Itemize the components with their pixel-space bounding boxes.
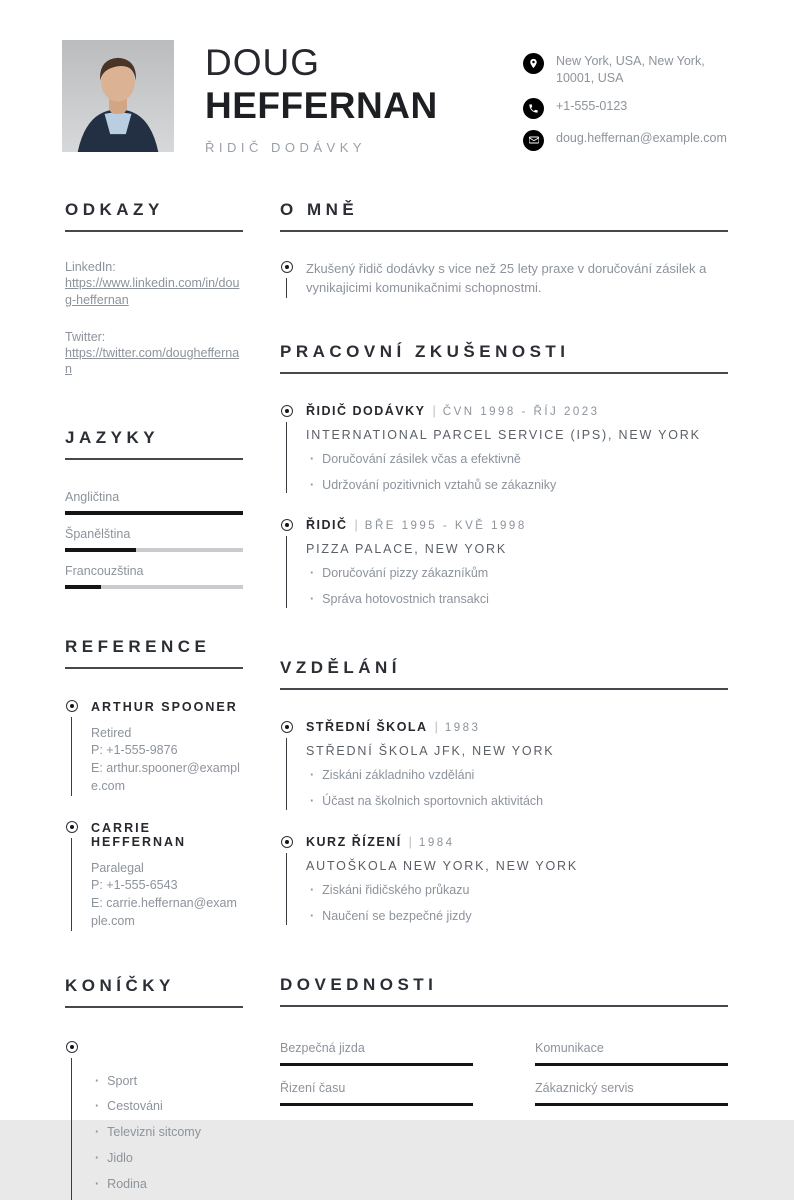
section-languages bbox=[65, 428, 243, 589]
skill-label: Řizení času bbox=[280, 1080, 346, 1095]
reference-role: Paralegal bbox=[91, 860, 144, 875]
separator: | bbox=[354, 518, 358, 533]
link-item-linkedin bbox=[65, 259, 243, 308]
skill-bar bbox=[535, 1063, 728, 1066]
skill-label: Komunikace bbox=[535, 1040, 604, 1055]
separator: | bbox=[432, 403, 436, 418]
skill-item bbox=[280, 1081, 473, 1106]
section-experience bbox=[280, 342, 728, 609]
job-bullet: · Udržování pozitivnich vztahů se zákazniky bbox=[306, 477, 701, 494]
contact-location-text: New York, USA, New York, 10001, USA bbox=[556, 54, 705, 85]
last-name: HEFFERNAN bbox=[205, 84, 438, 126]
links-section-title: ODKAZY bbox=[65, 200, 243, 232]
first-name: DOUG bbox=[205, 42, 320, 83]
section-links bbox=[65, 200, 243, 378]
about-section-title: O MNĚ bbox=[280, 200, 728, 232]
timeline-bullet-icon bbox=[281, 405, 293, 417]
language-bar-track bbox=[65, 511, 243, 515]
skill-bar bbox=[535, 1103, 728, 1106]
section-skills bbox=[280, 975, 728, 1106]
hobby-item: · Jidlo bbox=[91, 1150, 201, 1167]
timeline-rail bbox=[280, 404, 293, 494]
contact-email bbox=[523, 130, 730, 151]
language-name: Španělština bbox=[65, 526, 131, 541]
section-education bbox=[280, 658, 728, 925]
job-bullet: · Doručování pizzy zákazníkům bbox=[306, 565, 527, 582]
education-entry bbox=[280, 720, 728, 810]
job-dates: BŘE 1995 - KVĚ 1998 bbox=[364, 520, 527, 533]
profile-photo-illustration bbox=[62, 40, 174, 152]
timeline-line bbox=[71, 717, 73, 796]
timeline-rail bbox=[280, 518, 293, 608]
job-bullet: · Doručování zásilek včas a efektivně bbox=[306, 451, 701, 468]
contact-phone-text: +1-555-0123 bbox=[556, 98, 628, 113]
language-bar-fill bbox=[65, 548, 136, 552]
education-bullet: · Ziskáni základniho vzděláni bbox=[306, 767, 554, 784]
contact-email-text: doug.heffernan@example.com bbox=[556, 130, 727, 145]
contact-phone bbox=[523, 98, 730, 119]
skill-bar bbox=[280, 1103, 473, 1106]
twitter-link[interactable]: https://twitter.com/dougheffernan bbox=[65, 346, 240, 377]
twitter-label: Twitter: bbox=[65, 329, 106, 344]
degree-dates: 1983 bbox=[444, 722, 481, 735]
language-row bbox=[65, 564, 243, 589]
language-row bbox=[65, 490, 243, 515]
language-bar-track bbox=[65, 585, 243, 589]
name-block bbox=[205, 40, 515, 155]
job-title: ŘIDIČ DODÁVKY bbox=[205, 139, 367, 155]
degree-dates: 1984 bbox=[418, 836, 455, 849]
location-icon bbox=[523, 53, 544, 74]
job-role: ŘIDIČ DODÁVKY bbox=[306, 403, 426, 418]
timeline-bullet-icon bbox=[66, 1041, 78, 1053]
contact-block bbox=[523, 40, 730, 151]
skill-bar bbox=[280, 1063, 473, 1066]
avatar bbox=[62, 40, 174, 152]
hobby-item: · Rodina bbox=[91, 1176, 201, 1193]
reference-phone: P: +1-555-6543 bbox=[91, 878, 178, 893]
timeline-line bbox=[71, 838, 73, 931]
education-entry bbox=[280, 835, 728, 925]
timeline-rail bbox=[280, 260, 293, 298]
reference-email: E: arthur.spooner@example.com bbox=[91, 761, 240, 793]
skill-item bbox=[535, 1081, 728, 1106]
reference-name: ARTHUR SPOONER bbox=[91, 699, 238, 714]
section-about bbox=[280, 200, 728, 298]
reference-entry bbox=[65, 699, 243, 796]
hobbies-section-title: KONÍČKY bbox=[65, 976, 243, 1008]
email-icon bbox=[523, 130, 544, 151]
link-item-twitter bbox=[65, 329, 243, 378]
experience-entry bbox=[280, 404, 728, 494]
timeline-line bbox=[286, 738, 288, 810]
reference-role: Retired bbox=[91, 725, 132, 740]
education-bullet: · Naučení se bezpečné jizdy bbox=[306, 908, 578, 925]
language-row bbox=[65, 527, 243, 552]
linkedin-link[interactable]: https://www.linkedin.com/in/doug-heffernan bbox=[65, 276, 240, 307]
timeline-rail bbox=[280, 720, 293, 810]
main-column bbox=[280, 200, 728, 1106]
languages-section-title: JAZYKY bbox=[65, 428, 243, 460]
education-bullet: · Účast na školnich sportovnich aktivitách bbox=[306, 793, 554, 810]
hobby-item: · Sport bbox=[91, 1073, 201, 1090]
language-name: Francouzština bbox=[65, 563, 144, 578]
reference-name: CARRIE HEFFERNAN bbox=[91, 820, 187, 849]
about-entry bbox=[280, 260, 728, 298]
timeline-bullet-icon bbox=[66, 700, 78, 712]
linkedin-label: LinkedIn: bbox=[65, 260, 116, 274]
hobby-item: · Televizni sitcomy bbox=[91, 1124, 201, 1141]
education-bullet: · Ziskáni řidičského průkazu bbox=[306, 882, 578, 899]
skill-label: Zákaznický servis bbox=[535, 1080, 634, 1095]
section-references bbox=[65, 637, 243, 931]
school-name: AUTOŠKOLA NEW YORK, NEW YORK bbox=[306, 858, 578, 873]
job-bullet: · Správa hotovostnich transakci bbox=[306, 591, 527, 608]
header bbox=[62, 40, 730, 155]
timeline-rail bbox=[65, 820, 78, 931]
timeline-line bbox=[286, 422, 288, 494]
timeline-bullet-icon bbox=[66, 821, 78, 833]
timeline-bullet-icon bbox=[281, 261, 293, 273]
timeline-rail bbox=[280, 835, 293, 925]
education-section-title: VZDĚLÁNÍ bbox=[280, 658, 728, 690]
degree-name: KURZ ŘÍZENÍ bbox=[306, 834, 402, 849]
timeline-line bbox=[286, 278, 288, 298]
language-name: Angličtina bbox=[65, 489, 120, 504]
timeline-bullet-icon bbox=[281, 721, 293, 733]
hobbies-entry bbox=[65, 1040, 243, 1200]
timeline-rail bbox=[65, 699, 78, 796]
skill-item bbox=[535, 1041, 728, 1066]
experience-section-title: PRACOVNÍ ZKUŠENOSTI bbox=[280, 342, 728, 374]
job-dates: ČVN 1998 - ŘÍJ 2023 bbox=[442, 405, 600, 418]
phone-icon bbox=[523, 98, 544, 119]
reference-phone: P: +1-555-9876 bbox=[91, 743, 178, 758]
timeline-line bbox=[71, 1058, 73, 1200]
experience-entry bbox=[280, 518, 728, 608]
degree-name: STŘEDNÍ ŠKOLA bbox=[306, 720, 428, 735]
hobby-item: · Cestováni bbox=[91, 1098, 201, 1115]
job-company: PIZZA PALACE, NEW YORK bbox=[306, 542, 507, 557]
sidebar bbox=[65, 200, 243, 1200]
skills-section-title: DOVEDNOSTI bbox=[280, 975, 728, 1007]
timeline-line bbox=[286, 536, 288, 608]
timeline-rail bbox=[65, 1040, 78, 1200]
about-text: Zkušený řidič dodávky s vice než 25 lety praxe v doručování zásilek a vynikajicimi komunikačnimi schopnostmi. bbox=[306, 261, 707, 295]
school-name: STŘEDNÍ ŠKOLA JFK, NEW YORK bbox=[306, 744, 555, 759]
timeline-bullet-icon bbox=[281, 836, 293, 848]
section-hobbies bbox=[65, 976, 243, 1200]
timeline-bullet-icon bbox=[281, 519, 293, 531]
language-bar-fill bbox=[65, 585, 101, 589]
separator: | bbox=[408, 834, 412, 849]
language-bar-track bbox=[65, 548, 243, 552]
job-role: ŘIDIČ bbox=[306, 518, 348, 533]
contact-location bbox=[523, 53, 730, 87]
skill-label: Bezpečná jizda bbox=[280, 1040, 365, 1055]
skill-item bbox=[280, 1041, 473, 1066]
reference-email: E: carrie.heffernan@example.com bbox=[91, 896, 237, 928]
timeline-line bbox=[286, 853, 288, 925]
separator: | bbox=[434, 720, 438, 735]
references-section-title: REFERENCE bbox=[65, 637, 243, 669]
job-company: INTERNATIONAL PARCEL SERVICE (IPS), NEW YORK bbox=[306, 427, 701, 442]
language-bar-fill bbox=[65, 511, 243, 515]
reference-entry bbox=[65, 820, 243, 931]
